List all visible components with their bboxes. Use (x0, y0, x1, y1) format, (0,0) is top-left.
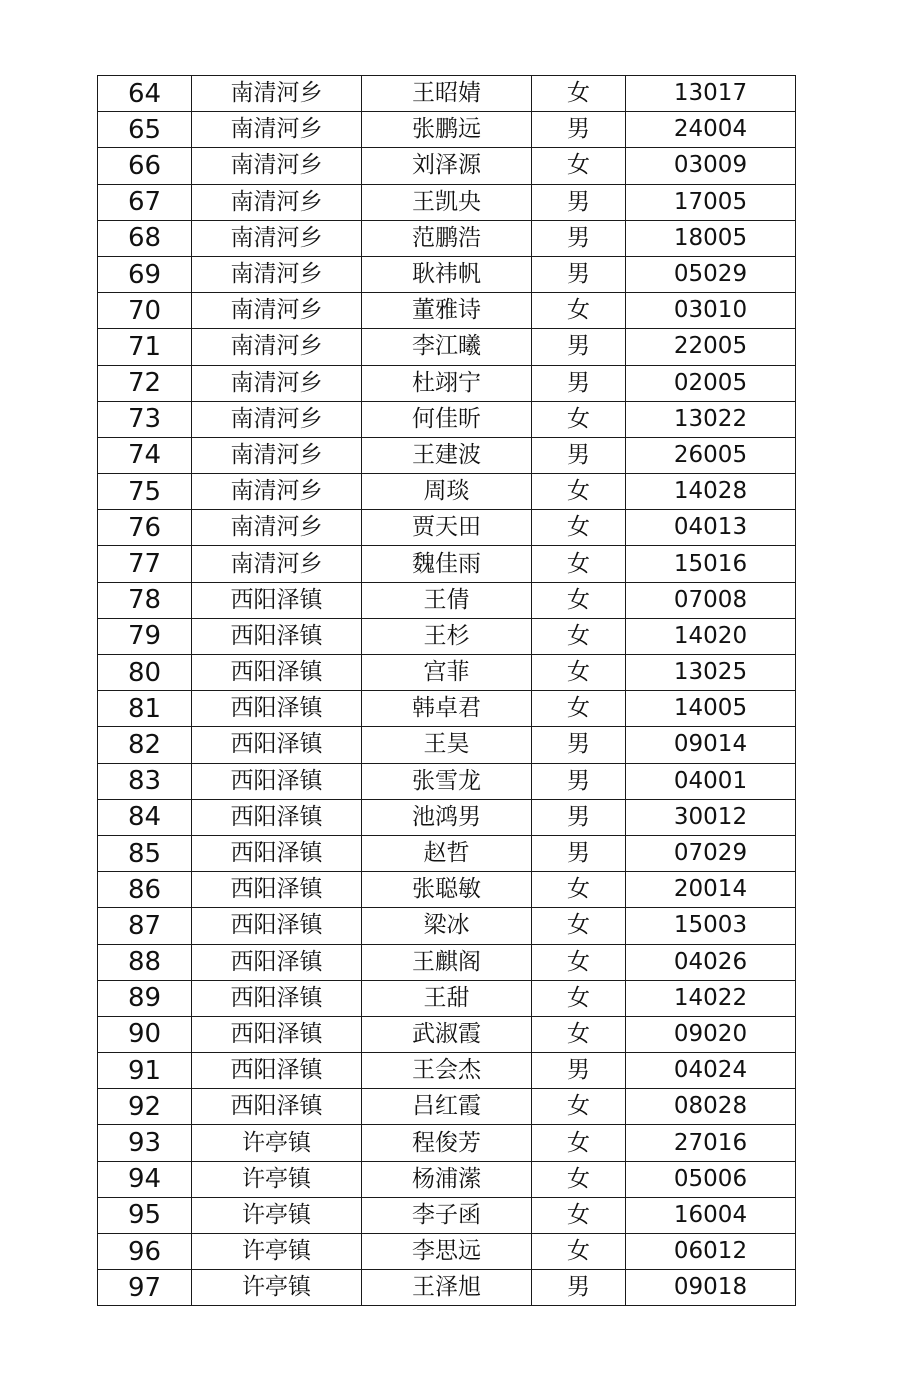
table-row (98, 329, 796, 365)
person-name-cell: 何佳昕 (362, 401, 532, 437)
township-cell: 西阳泽镇 (192, 1089, 362, 1125)
code-cell: 27016 (626, 1125, 796, 1161)
person-name-cell: 武淑霞 (362, 1016, 532, 1052)
gender-cell: 男 (532, 112, 626, 148)
person-name-cell: 赵哲 (362, 835, 532, 871)
code-cell: 06012 (626, 1234, 796, 1270)
gender-cell: 女 (532, 1016, 626, 1052)
code-cell: 17005 (626, 184, 796, 220)
gender-cell: 女 (532, 1089, 626, 1125)
roster-table (97, 75, 796, 1306)
person-name-cell: 王会杰 (362, 1053, 532, 1089)
row-number-cell: 77 (98, 546, 192, 582)
township-cell: 南清河乡 (192, 220, 362, 256)
gender-cell: 女 (532, 980, 626, 1016)
row-number-cell: 89 (98, 980, 192, 1016)
person-name-cell: 吕红霞 (362, 1089, 532, 1125)
table-row (98, 763, 796, 799)
code-cell: 05029 (626, 256, 796, 292)
township-cell: 南清河乡 (192, 546, 362, 582)
township-cell: 西阳泽镇 (192, 582, 362, 618)
table-row (98, 220, 796, 256)
gender-cell: 男 (532, 220, 626, 256)
township-cell: 西阳泽镇 (192, 618, 362, 654)
gender-cell: 女 (532, 1234, 626, 1270)
table-row (98, 835, 796, 871)
code-cell: 15016 (626, 546, 796, 582)
row-number-cell: 84 (98, 799, 192, 835)
code-cell: 07029 (626, 835, 796, 871)
row-number-cell: 64 (98, 76, 192, 112)
person-name-cell: 杜翊宁 (362, 365, 532, 401)
table-row (98, 582, 796, 618)
township-cell: 西阳泽镇 (192, 835, 362, 871)
township-cell: 西阳泽镇 (192, 763, 362, 799)
gender-cell: 女 (532, 510, 626, 546)
code-cell: 13017 (626, 76, 796, 112)
row-number-cell: 79 (98, 618, 192, 654)
table-row (98, 365, 796, 401)
code-cell: 05006 (626, 1161, 796, 1197)
table-row (98, 401, 796, 437)
person-name-cell: 张雪龙 (362, 763, 532, 799)
person-name-cell: 贾天田 (362, 510, 532, 546)
person-name-cell: 刘泽源 (362, 148, 532, 184)
township-cell: 南清河乡 (192, 474, 362, 510)
gender-cell: 女 (532, 872, 626, 908)
table-row (98, 293, 796, 329)
code-cell: 08028 (626, 1089, 796, 1125)
row-number-cell: 93 (98, 1125, 192, 1161)
gender-cell: 男 (532, 437, 626, 473)
row-number-cell: 68 (98, 220, 192, 256)
gender-cell: 女 (532, 691, 626, 727)
table-row (98, 256, 796, 292)
table-row (98, 1053, 796, 1089)
code-cell: 22005 (626, 329, 796, 365)
township-cell: 南清河乡 (192, 510, 362, 546)
person-name-cell: 耿祎帆 (362, 256, 532, 292)
gender-cell: 女 (532, 546, 626, 582)
person-name-cell: 杨浦潆 (362, 1161, 532, 1197)
code-cell: 04024 (626, 1053, 796, 1089)
person-name-cell: 王建波 (362, 437, 532, 473)
township-cell: 许亭镇 (192, 1234, 362, 1270)
code-cell: 13022 (626, 401, 796, 437)
township-cell: 西阳泽镇 (192, 727, 362, 763)
table-row (98, 437, 796, 473)
code-cell: 14005 (626, 691, 796, 727)
person-name-cell: 王杉 (362, 618, 532, 654)
township-cell: 南清河乡 (192, 112, 362, 148)
gender-cell: 男 (532, 365, 626, 401)
person-name-cell: 魏佳雨 (362, 546, 532, 582)
township-cell: 西阳泽镇 (192, 1053, 362, 1089)
table-row (98, 944, 796, 980)
code-cell: 02005 (626, 365, 796, 401)
table-row (98, 1016, 796, 1052)
person-name-cell: 王凯央 (362, 184, 532, 220)
gender-cell: 男 (532, 727, 626, 763)
roster-body (98, 76, 796, 1306)
row-number-cell: 67 (98, 184, 192, 220)
row-number-cell: 80 (98, 655, 192, 691)
township-cell: 南清河乡 (192, 293, 362, 329)
person-name-cell: 王倩 (362, 582, 532, 618)
code-cell: 04001 (626, 763, 796, 799)
gender-cell: 女 (532, 1125, 626, 1161)
person-name-cell: 程俊芳 (362, 1125, 532, 1161)
row-number-cell: 71 (98, 329, 192, 365)
gender-cell: 女 (532, 76, 626, 112)
code-cell: 04026 (626, 944, 796, 980)
table-row (98, 691, 796, 727)
township-cell: 南清河乡 (192, 184, 362, 220)
gender-cell: 女 (532, 908, 626, 944)
table-row (98, 184, 796, 220)
row-number-cell: 82 (98, 727, 192, 763)
row-number-cell: 70 (98, 293, 192, 329)
row-number-cell: 96 (98, 1234, 192, 1270)
table-row (98, 727, 796, 763)
person-name-cell: 周琰 (362, 474, 532, 510)
township-cell: 西阳泽镇 (192, 1016, 362, 1052)
code-cell: 24004 (626, 112, 796, 148)
table-row (98, 1270, 796, 1306)
table-row (98, 799, 796, 835)
table-row (98, 1234, 796, 1270)
township-cell: 南清河乡 (192, 437, 362, 473)
row-number-cell: 81 (98, 691, 192, 727)
code-cell: 04013 (626, 510, 796, 546)
code-cell: 14020 (626, 618, 796, 654)
code-cell: 30012 (626, 799, 796, 835)
row-number-cell: 78 (98, 582, 192, 618)
row-number-cell: 95 (98, 1197, 192, 1233)
table-row (98, 1161, 796, 1197)
table-row (98, 474, 796, 510)
table-row (98, 1125, 796, 1161)
code-cell: 09020 (626, 1016, 796, 1052)
table-row (98, 980, 796, 1016)
row-number-cell: 83 (98, 763, 192, 799)
township-cell: 西阳泽镇 (192, 980, 362, 1016)
gender-cell: 女 (532, 1161, 626, 1197)
table-row (98, 148, 796, 184)
row-number-cell: 94 (98, 1161, 192, 1197)
person-name-cell: 张鹏远 (362, 112, 532, 148)
gender-cell: 女 (532, 582, 626, 618)
person-name-cell: 梁冰 (362, 908, 532, 944)
gender-cell: 女 (532, 474, 626, 510)
row-number-cell: 66 (98, 148, 192, 184)
township-cell: 南清河乡 (192, 256, 362, 292)
person-name-cell: 池鸿男 (362, 799, 532, 835)
table-row (98, 546, 796, 582)
row-number-cell: 69 (98, 256, 192, 292)
row-number-cell: 75 (98, 474, 192, 510)
gender-cell: 女 (532, 401, 626, 437)
table-row (98, 1197, 796, 1233)
table-row (98, 112, 796, 148)
row-number-cell: 73 (98, 401, 192, 437)
person-name-cell: 宫菲 (362, 655, 532, 691)
gender-cell: 女 (532, 618, 626, 654)
person-name-cell: 李思远 (362, 1234, 532, 1270)
code-cell: 16004 (626, 1197, 796, 1233)
gender-cell: 女 (532, 148, 626, 184)
township-cell: 南清河乡 (192, 365, 362, 401)
code-cell: 03010 (626, 293, 796, 329)
code-cell: 09018 (626, 1270, 796, 1306)
person-name-cell: 张聪敏 (362, 872, 532, 908)
township-cell: 南清河乡 (192, 329, 362, 365)
gender-cell: 男 (532, 799, 626, 835)
gender-cell: 女 (532, 655, 626, 691)
code-cell: 14022 (626, 980, 796, 1016)
row-number-cell: 88 (98, 944, 192, 980)
row-number-cell: 86 (98, 872, 192, 908)
gender-cell: 男 (532, 1270, 626, 1306)
code-cell: 20014 (626, 872, 796, 908)
table-row (98, 618, 796, 654)
gender-cell: 男 (532, 835, 626, 871)
code-cell: 13025 (626, 655, 796, 691)
person-name-cell: 范鹏浩 (362, 220, 532, 256)
person-name-cell: 王昊 (362, 727, 532, 763)
gender-cell: 男 (532, 763, 626, 799)
person-name-cell: 王泽旭 (362, 1270, 532, 1306)
row-number-cell: 85 (98, 835, 192, 871)
township-cell: 西阳泽镇 (192, 908, 362, 944)
table-row (98, 510, 796, 546)
code-cell: 03009 (626, 148, 796, 184)
person-name-cell: 王昭婧 (362, 76, 532, 112)
gender-cell: 男 (532, 184, 626, 220)
code-cell: 18005 (626, 220, 796, 256)
row-number-cell: 76 (98, 510, 192, 546)
township-cell: 许亭镇 (192, 1270, 362, 1306)
table-row (98, 76, 796, 112)
township-cell: 西阳泽镇 (192, 691, 362, 727)
township-cell: 西阳泽镇 (192, 872, 362, 908)
person-name-cell: 董雅诗 (362, 293, 532, 329)
row-number-cell: 91 (98, 1053, 192, 1089)
code-cell: 26005 (626, 437, 796, 473)
row-number-cell: 87 (98, 908, 192, 944)
township-cell: 西阳泽镇 (192, 944, 362, 980)
township-cell: 许亭镇 (192, 1197, 362, 1233)
code-cell: 14028 (626, 474, 796, 510)
gender-cell: 男 (532, 329, 626, 365)
row-number-cell: 92 (98, 1089, 192, 1125)
table-row (98, 655, 796, 691)
gender-cell: 女 (532, 1197, 626, 1233)
gender-cell: 男 (532, 256, 626, 292)
row-number-cell: 74 (98, 437, 192, 473)
row-number-cell: 72 (98, 365, 192, 401)
code-cell: 07008 (626, 582, 796, 618)
gender-cell: 女 (532, 944, 626, 980)
township-cell: 南清河乡 (192, 148, 362, 184)
gender-cell: 女 (532, 293, 626, 329)
table-row (98, 1089, 796, 1125)
township-cell: 西阳泽镇 (192, 655, 362, 691)
person-name-cell: 韩卓君 (362, 691, 532, 727)
code-cell: 15003 (626, 908, 796, 944)
township-cell: 许亭镇 (192, 1125, 362, 1161)
code-cell: 09014 (626, 727, 796, 763)
township-cell: 西阳泽镇 (192, 799, 362, 835)
table-row (98, 908, 796, 944)
township-cell: 许亭镇 (192, 1161, 362, 1197)
person-name-cell: 李子函 (362, 1197, 532, 1233)
row-number-cell: 65 (98, 112, 192, 148)
table-row (98, 872, 796, 908)
township-cell: 南清河乡 (192, 76, 362, 112)
township-cell: 南清河乡 (192, 401, 362, 437)
gender-cell: 男 (532, 1053, 626, 1089)
person-name-cell: 王甜 (362, 980, 532, 1016)
person-name-cell: 李江曦 (362, 329, 532, 365)
person-name-cell: 王麒阁 (362, 944, 532, 980)
row-number-cell: 97 (98, 1270, 192, 1306)
row-number-cell: 90 (98, 1016, 192, 1052)
